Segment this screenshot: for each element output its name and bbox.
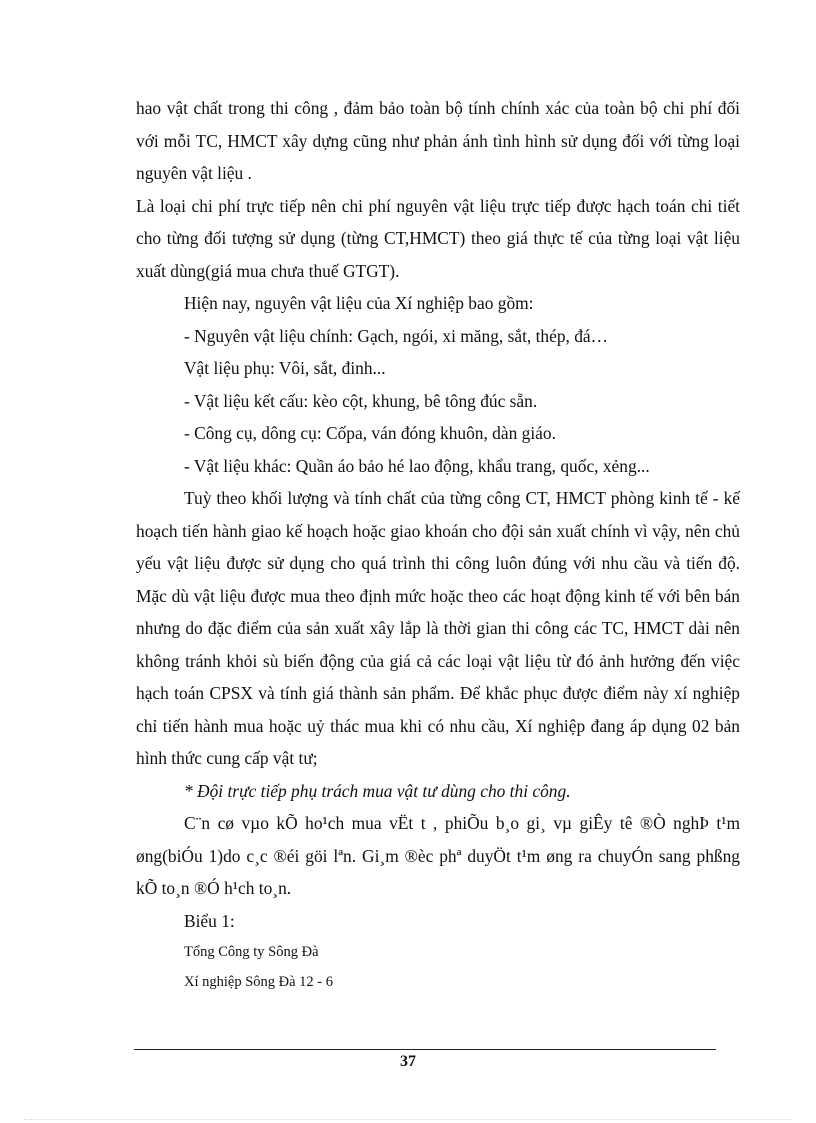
form-caption: Biểu 1: — [184, 910, 235, 931]
paragraph-materials-intro: Hiện nay, nguyên vật liệu của Xí nghiệp bao gồm: — [184, 293, 534, 313]
footer-divider — [134, 1049, 716, 1050]
list-item-other-materials: - Vật liệu khác: Quần áo bảo hé lao động, khẩu trang, quốc, xẻng... — [184, 455, 650, 476]
paragraph-legacy-encoded-text: C¨n cø vµo kÕ ho¹ch mua vËt t , phiÕu b¸o gi¸ vµ giÊy tê ®Ò nghÞ t¹m øng(biÓu 1)do c¸c ®éi göi lªn. Gi¸m ®èc phª duyÖt t¹m øng ra chuyÓn sang phßng kÕ to¸n ®Ó h¹ch to¸n. — [136, 813, 740, 898]
paragraph-material-costs-continued: hao vật chất trong thi công , đảm bảo toàn bộ tính chính xác của toàn bộ chi phí đối với mỗi TC, HMCT xây dựng cũng như phản ánh tình hình sử dụng đối với từng loại nguyên vật liệu . — [136, 98, 740, 183]
page-number: 37 — [400, 1053, 416, 1070]
form-company-name: Tổng Công ty Sông Đà — [184, 944, 319, 960]
list-item-structural-materials: - Vật liệu kết cấu: kèo cột, khung, bê tông đúc sẵn. — [184, 390, 538, 411]
list-item-auxiliary-materials: Vật liệu phụ: Vôi, sắt, đinh... — [184, 358, 386, 378]
list-item-main-materials: - Nguyên vật liệu chính: Gạch, ngói, xi măng, sắt, thép, đá… — [184, 325, 609, 346]
paragraph-team-purchase-note: * Đội trực tiếp phụ trách mua vật tư dùng cho thi công. — [184, 780, 571, 801]
document-body — [136, 92, 740, 997]
form-enterprise-name: Xí nghiệp Sông Đà 12 - 6 — [184, 974, 334, 990]
paragraph-direct-cost-accounting: Là loại chi phí trực tiếp nên chi phí nguyên vật liệu trực tiếp được hạch toán chi tiết cho từng đối tượng sử dụng (từng CT,HMCT) theo giá thực tế của từng loại vật liệu xuất dùng(giá mua chưa thuế GTGT). — [136, 195, 740, 281]
paragraph-procurement-process: Tuỳ theo khối lượng và tính chất của từng công CT, HMCT phòng kinh tế - kế hoạch tiến hành giao kế hoạch hoặc giao khoán cho đội sản xuất chính vì vậy, nên chủ yếu vật liệu được sử dụng cho quá trình thi công luôn đúng với nhu cầu và tiến độ. Mặc dù vật liệu được mua theo định mức hoặc theo các hoạt động kinh tế với bên bán nhưng do đặc điểm của sản xuất xây lắp là thời gian thi công các TC, HMCT dài nên không tránh khỏi sù biến động của giá cả các loại vật liệu từ đó ảnh hưởng đến việc hạch toán CPSX và tính giá thành sản phẩm. Để khắc phục được điểm này xí nghiệp chỉ tiến hành mua hoặc uỷ thác mua khi có nhu cầu, Xí nghiệp đang áp dụng 02 bản hình thức cung cấp vật tư; — [136, 488, 740, 768]
page-bottom-edge — [24, 1119, 792, 1120]
list-item-tools: - Công cụ, dông cụ: Cốpa, ván đóng khuôn, dàn giáo. — [184, 423, 556, 443]
